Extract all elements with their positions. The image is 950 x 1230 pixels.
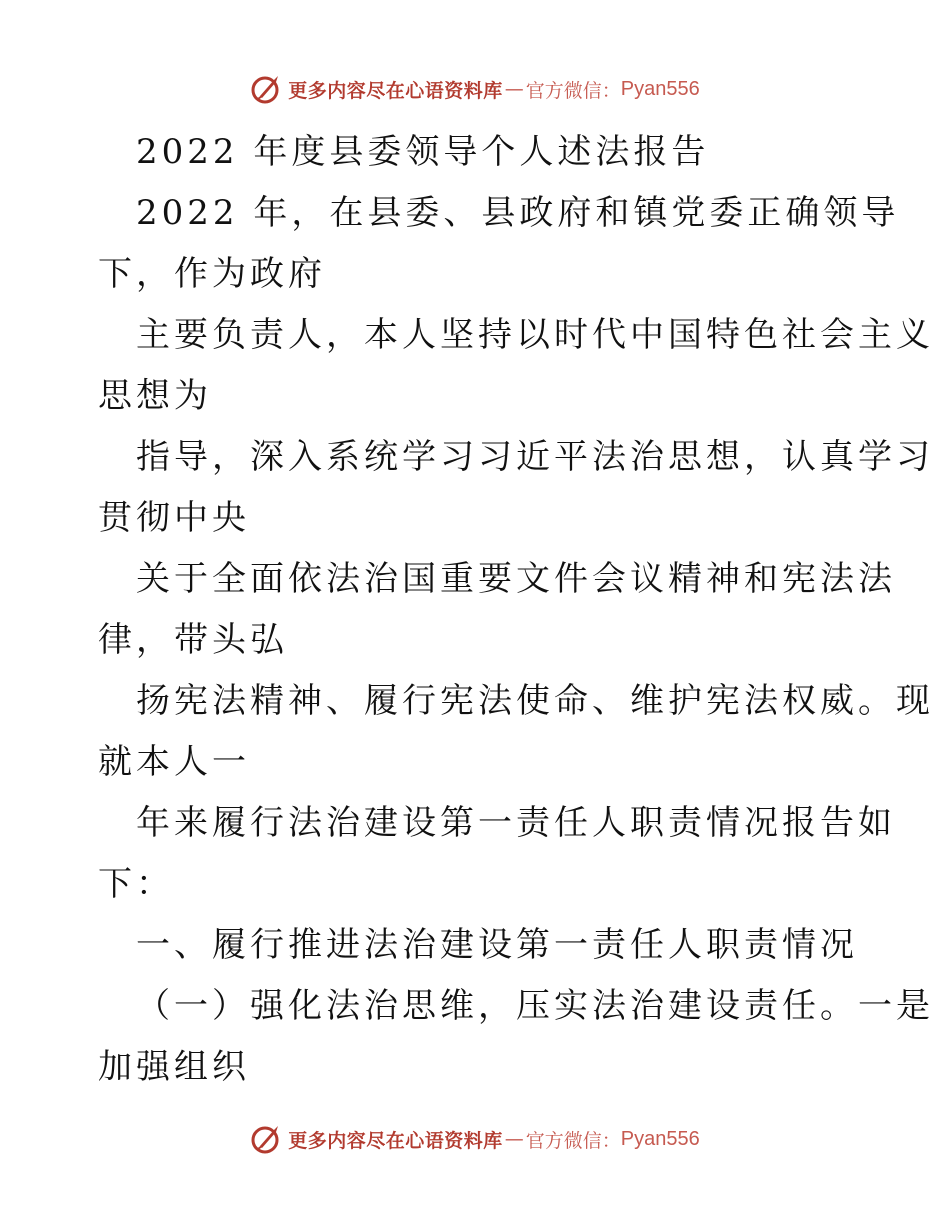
document-line: 指导，深入系统学习习近平法治思想，认真学习 [136,437,934,477]
watermark-brand: 更多内容尽在心语资料库 [288,1129,503,1152]
document-line: 扬宪法精神、履行宪法使命、维护宪法权威。现 [136,681,934,721]
document-line: 下，作为政府 [98,254,326,294]
document-line: 贯彻中央 [98,498,250,538]
watermark-wechat-id: Pyan556 [620,1127,700,1150]
document-line: （一）强化法治思维，压实法治建设责任。一是 [136,986,934,1026]
quill-logo-icon [250,72,284,106]
watermark-label: 官方微信： [525,1129,621,1152]
document-line: 加强组织 [98,1047,250,1087]
document-line: 2022 年，在县委、县政府和镇党委正确领导 [136,193,900,233]
document-line: 年来履行法治建设第一责任人职责情况报告如 [136,803,896,843]
document-line: 就本人一 [98,742,250,782]
document-line: 思想为 [98,376,212,416]
quill-logo-icon [250,1122,284,1156]
document-line: 律，带头弘 [98,620,288,660]
document-body [98,122,934,1098]
watermark-label: 官方微信： [525,79,621,102]
watermark-separator: — [504,1128,524,1150]
watermark-brand: 更多内容尽在心语资料库 [288,79,503,102]
document-line: 主要负责人，本人坚持以时代中国特色社会主义 [136,315,934,355]
document-line: 一、履行推进法治建设第一责任人职责情况 [136,925,858,965]
watermark-separator: — [504,78,524,100]
document-line: 关于全面依法治国重要文件会议精神和宪法法 [136,559,896,599]
document-line: 下： [98,864,174,904]
watermark-wechat-id: Pyan556 [620,77,700,100]
header-watermark [0,72,950,106]
footer-watermark [0,1122,950,1156]
document-line: 2022 年度县委领导个人述法报告 [136,132,710,172]
